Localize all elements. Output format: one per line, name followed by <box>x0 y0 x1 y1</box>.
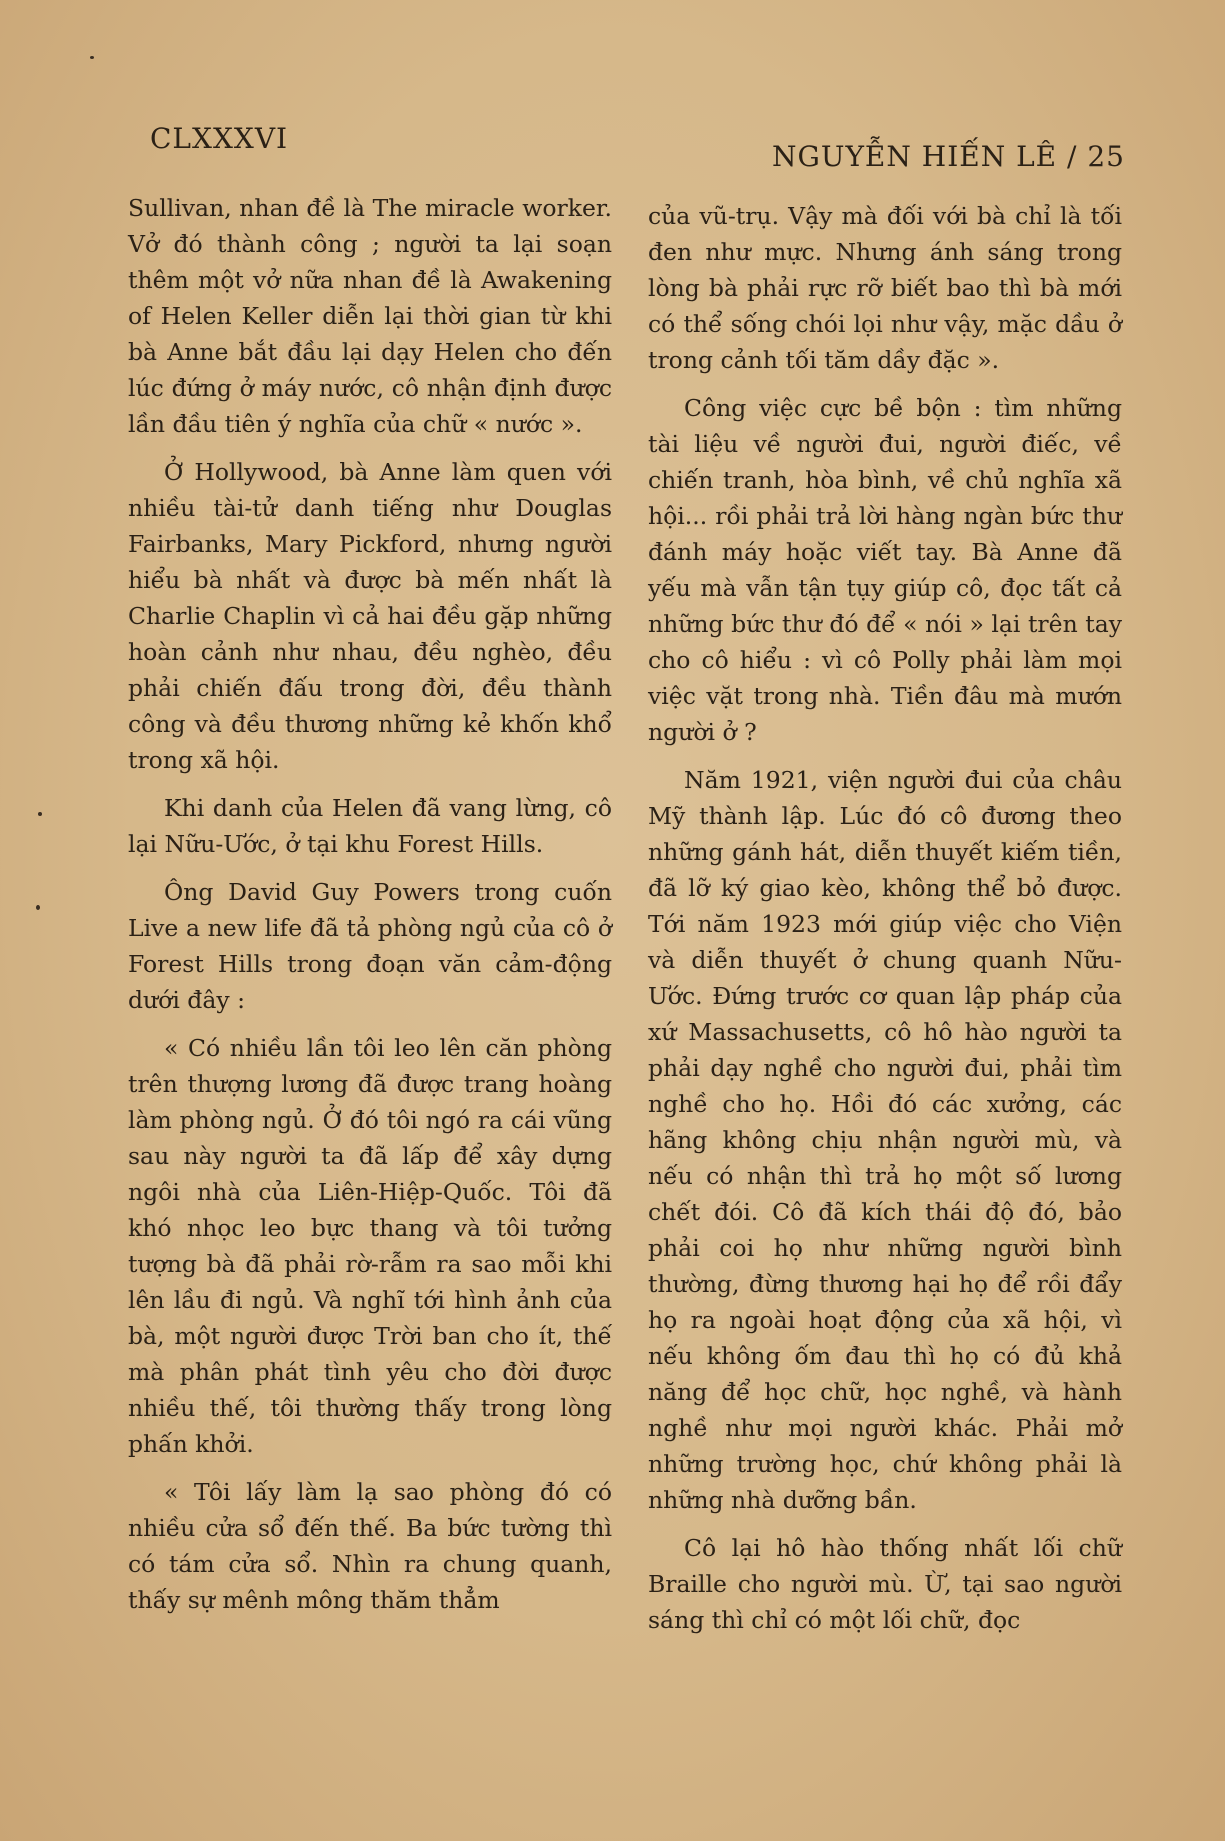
paragraph: Khi danh của Helen đã vang lừng, cô lại Nữu-Ước, ở tại khu Forest Hills. <box>128 794 612 858</box>
paragraph: của vũ-trụ. Vậy mà đối với bà chỉ là tối đen như mực. Nhưng ánh sáng trong lòng bà phải rực rỡ biết bao thì bà mới có thể sống chói lọi như vậy, mặc dầu ở trong cảnh tối tăm dầy đặc ». <box>648 202 1122 374</box>
page-header-right: NGUYỄN HIẾN LÊ / 25 <box>771 140 1125 173</box>
paragraph: Năm 1921, viện người đui của châu Mỹ thành lập. Lúc đó cô đương theo những gánh hát, diễn thuyết kiếm tiền, đã lỡ ký giao kèo, không thể bỏ được. Tới năm 1923 mới giúp việc cho Viện và diễn thuyết ở chung quanh Nữu-Ước. Đứng trước cơ quan lập pháp của xứ Massachusetts, cô hô hào người ta phải dạy nghề cho người đui, phải tìm nghề cho họ. Hồi đó các xưởng, các hãng không chịu nhận người mù, và nếu có nhận thì trả họ một số lương chết đói. Cô đã kích thái độ đó, bảo phải coi họ như những người bình thường, đừng thương hại họ để rồi đẩy họ ra ngoài hoạt động của xã hội, vì nếu không ốm đau thì họ có đủ khả năng để học chữ, học nghề, và hành nghề như mọi người khác. Phải mở những trường học, chứ không phải là những nhà dưỡng bần. <box>648 766 1122 1514</box>
paragraph: Cô lại hô hào thống nhất lối chữ Braille cho người mù. Ừ, tại sao người sáng thì chỉ có một lối chữ, đọc <box>648 1534 1122 1634</box>
right-column <box>648 198 1122 1650</box>
paragraph: Ở Hollywood, bà Anne làm quen với nhiều tài-tử danh tiếng như Douglas Fairbanks, Mary Pickford, nhưng người hiểu bà nhất và được bà mến nhất là Charlie Chaplin vì cả hai đều gặp những hoàn cảnh như nhau, đều nghèo, đều phải chiến đấu trong đời, đều thành công và đều thương những kẻ khốn khổ trong xã hội. <box>128 458 612 774</box>
paper-speck <box>36 905 40 910</box>
left-column <box>128 190 612 1630</box>
paragraph: « Tôi lấy làm lạ sao phòng đó có nhiều cửa sổ đến thế. Ba bức tường thì có tám cửa sổ. Nhìn ra chung quanh, thấy sự mênh mông thăm thẳm <box>128 1478 612 1614</box>
paragraph: Ông David Guy Powers trong cuốn Live a new life đã tả phòng ngủ của cô ở Forest Hills trong đoạn văn cảm-động dưới đây : <box>128 878 612 1014</box>
paper-speck <box>90 56 94 59</box>
paper-speck <box>38 812 42 816</box>
page-header-left: CLXXXVI <box>150 122 289 155</box>
paragraph: Sullivan, nhan đề là The miracle worker. Vở đó thành công ; người ta lại soạn thêm một vở nữa nhan đề là Awakening of Helen Keller diễn lại thời gian từ khi bà Anne bắt đầu lại dạy Helen cho đến lúc đứng ở máy nước, cô nhận định được lần đầu tiên ý nghĩa của chữ « nước ». <box>128 194 612 438</box>
paragraph: « Có nhiều lần tôi leo lên căn phòng trên thượng lương đã được trang hoàng làm phòng ngủ. Ở đó tôi ngó ra cái vũng sau này người ta đã lấp để xây dựng ngôi nhà của Liên-Hiệp-Quốc. Tôi đã khó nhọc leo bực thang và tôi tưởng tượng bà đã phải rờ-rẫm ra sao mỗi khi lên lầu đi ngủ. Và nghĩ tới hình ảnh của bà, một người được Trời ban cho ít, thế mà phân phát tình yêu cho đời được nhiều thế, tôi thường thấy trong lòng phấn khởi. <box>128 1034 612 1458</box>
paragraph: Công việc cực bề bộn : tìm những tài liệu về người đui, người điếc, về chiến tranh, hòa bình, về chủ nghĩa xã hội... rồi phải trả lời hàng ngàn bức thư đánh máy hoặc viết tay. Bà Anne đã yếu mà vẫn tận tụy giúp cô, đọc tất cả những bức thư đó để « nói » lại trên tay cho cô hiểu : vì cô Polly phải làm mọi việc vặt trong nhà. Tiền đâu mà mướn người ở ? <box>648 394 1122 746</box>
